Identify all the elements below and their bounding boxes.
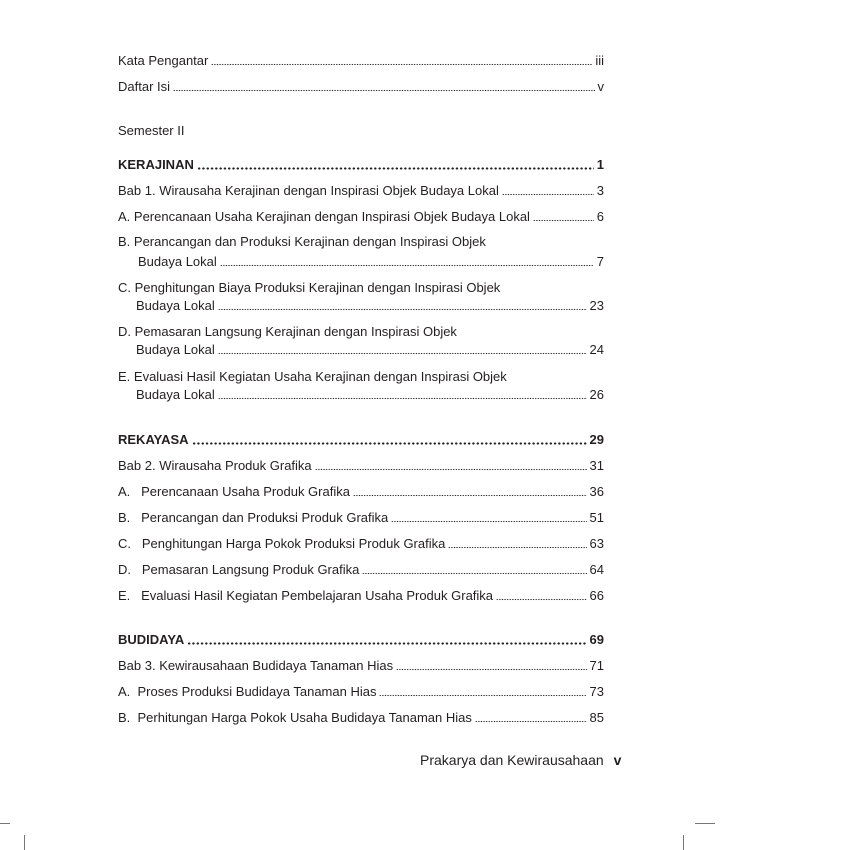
entry-page: 7 <box>596 254 604 269</box>
entry-title: Kata Pengantar <box>118 53 209 68</box>
dot-leader <box>211 62 592 66</box>
entry-title: D. Pemasaran Langsung Produk Grafika <box>118 562 360 577</box>
entry-page: v <box>597 79 604 94</box>
toc-entry[interactable] <box>118 457 604 475</box>
entry-title: B. Perancangan dan Produksi Produk Grafika <box>118 510 389 525</box>
dot-leader <box>362 571 586 575</box>
toc-entry[interactable] <box>118 561 604 579</box>
crop-mark <box>695 823 715 824</box>
entry-page: 24 <box>589 342 604 357</box>
toc-entry[interactable] <box>118 535 604 553</box>
entry-page: 51 <box>589 510 604 525</box>
dot-leader <box>315 467 587 471</box>
entry-page: 6 <box>596 209 604 224</box>
dot-leader <box>533 218 594 222</box>
toc-section-budidaya[interactable] <box>118 631 604 649</box>
toc-entry[interactable] <box>118 683 604 701</box>
toc-entry[interactable] <box>118 509 604 527</box>
dot-leader <box>187 641 586 645</box>
toc-entry[interactable] <box>118 657 604 675</box>
toc-entry[interactable] <box>118 208 604 226</box>
entry-page: 69 <box>589 632 604 647</box>
entry-title-line2: Budaya Lokal <box>136 387 215 402</box>
entry-page: 63 <box>589 536 604 551</box>
toc-entry[interactable] <box>136 386 604 404</box>
entry-title: REKAYASA <box>118 432 189 447</box>
dot-leader <box>218 307 587 311</box>
toc-entry[interactable] <box>118 182 604 200</box>
toc-entry[interactable] <box>136 297 604 315</box>
entry-page: 73 <box>589 684 604 699</box>
dot-leader <box>502 192 594 196</box>
toc-entry[interactable] <box>118 587 604 605</box>
entry-title: Daftar Isi <box>118 79 171 94</box>
entry-title: A. Perencanaan Usaha Produk Grafika <box>118 484 350 499</box>
entry-page: 71 <box>589 658 604 673</box>
toc-entry[interactable] <box>136 341 604 359</box>
dot-leader <box>197 166 594 170</box>
entry-page: 23 <box>589 298 604 313</box>
entry-title: KERAJINAN <box>118 157 194 172</box>
semester-label: Semester II <box>118 123 185 138</box>
crop-mark <box>0 823 10 824</box>
dot-leader <box>396 667 586 671</box>
entry-title: Bab 1. Wirausaha Kerajinan dengan Inspirasi Objek Budaya Lokal <box>118 183 499 198</box>
page-footer <box>420 752 621 768</box>
entry-title: Bab 3. Kewirausahaan Budidaya Tanaman Hias <box>118 658 394 673</box>
crop-mark <box>683 835 684 850</box>
entry-page: 3 <box>596 183 604 198</box>
toc-entry[interactable] <box>118 709 604 727</box>
entry-page: 66 <box>589 588 604 603</box>
entry-title: A. Proses Produksi Budidaya Tanaman Hias <box>118 684 377 699</box>
toc-section-kerajinan[interactable] <box>118 156 604 174</box>
entry-page: 85 <box>589 710 604 725</box>
entry-title-line2: Budaya Lokal <box>136 342 215 357</box>
entry-page: 1 <box>596 157 604 172</box>
entry-title-line1[interactable]: D. Pemasaran Langsung Kerajinan dengan Inspirasi Objek <box>118 324 457 339</box>
book-title: Prakarya dan Kewirausahaan <box>420 752 604 768</box>
entry-title-line1[interactable]: B. Perancangan dan Produksi Kerajinan dengan Inspirasi Objek <box>118 234 486 249</box>
dot-leader <box>391 519 586 523</box>
entry-title: B. Perhitungan Harga Pokok Usaha Budidaya Tanaman Hias <box>118 710 472 725</box>
dot-leader <box>379 693 586 697</box>
dot-leader <box>173 88 594 92</box>
toc-entry[interactable] <box>138 253 604 271</box>
dot-leader <box>220 263 594 267</box>
dot-leader <box>218 396 587 400</box>
entry-title-line1[interactable]: E. Evaluasi Hasil Kegiatan Usaha Kerajinan dengan Inspirasi Objek <box>118 369 507 384</box>
dot-leader <box>218 351 587 355</box>
dot-leader <box>475 719 587 723</box>
entry-title: Bab 2. Wirausaha Produk Grafika <box>118 458 312 473</box>
entry-title-line2: Budaya Lokal <box>138 254 217 269</box>
entry-title: A. Perencanaan Usaha Kerajinan dengan Inspirasi Objek Budaya Lokal <box>118 209 530 224</box>
dot-leader <box>353 493 587 497</box>
toc-front-kata-pengantar[interactable] <box>118 52 604 70</box>
entry-page: iii <box>595 53 604 68</box>
crop-mark <box>24 835 25 850</box>
entry-title-line1[interactable]: C. Penghitungan Biaya Produksi Kerajinan dengan Inspirasi Objek <box>118 280 501 295</box>
dot-leader <box>496 597 587 601</box>
toc-front-daftar-isi[interactable] <box>118 78 604 96</box>
entry-title-line2: Budaya Lokal <box>136 298 215 313</box>
toc-entry[interactable] <box>118 483 604 501</box>
page-number: v <box>613 752 622 768</box>
toc-section-rekayasa[interactable] <box>118 431 604 449</box>
dot-leader <box>448 545 586 549</box>
entry-title: E. Evaluasi Hasil Kegiatan Pembelajaran Usaha Produk Grafika <box>118 588 494 603</box>
entry-page: 29 <box>589 432 604 447</box>
entry-page: 26 <box>589 387 604 402</box>
entry-page: 64 <box>589 562 604 577</box>
entry-title: C. Penghitungan Harga Pokok Produksi Produk Grafika <box>118 536 446 551</box>
entry-page: 36 <box>589 484 604 499</box>
entry-page: 31 <box>589 458 604 473</box>
dot-leader <box>192 441 587 445</box>
entry-title: BUDIDAYA <box>118 632 185 647</box>
